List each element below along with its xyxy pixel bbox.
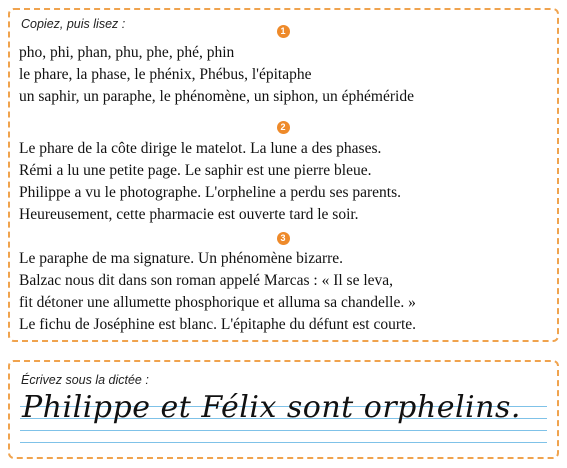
section-number-1: 1 [277, 25, 290, 38]
section-number-2: 2 [277, 121, 290, 134]
section-3-line: Le paraphe de ma signature. Un phénomène bizarre. [19, 250, 344, 267]
section-2-line: Heureusement, cette pharmacie est ouverte tard le soir. [19, 206, 359, 223]
dictation-box [8, 360, 559, 459]
dictation-instruction: Écrivez sous la dictée : [21, 373, 149, 387]
guide-line [20, 430, 547, 431]
section-3-line: fit détoner une allumette phosphorique et alluma sa chandelle. » [19, 294, 416, 311]
section-number-3: 3 [277, 232, 290, 245]
guide-line [20, 442, 547, 443]
section-1-line: un saphir, un paraphe, le phénomène, un siphon, un éphéméride [19, 88, 414, 105]
section-2-text [19, 138, 549, 226]
section-1-line: le phare, la phase, le phénix, Phébus, l'épitaphe [19, 66, 312, 83]
section-3-text [19, 248, 549, 336]
section-2-line: Rémi a lu une petite page. Le saphir est une pierre bleue. [19, 162, 372, 179]
section-3-line: Le fichu de Joséphine est blanc. L'épitaphe du défunt est courte. [19, 316, 417, 333]
exercise-box [8, 8, 559, 342]
copy-instruction: Copiez, puis lisez : [21, 17, 126, 31]
section-3-line: Balzac nous dit dans son roman appelé Marcas : « Il se leva, [19, 272, 394, 289]
section-2-line: Philippe a vu le photographe. L'orpheline a perdu ses parents. [19, 184, 402, 201]
handwritten-sentence: Philippe et Félix sont orphelins. [22, 390, 521, 425]
section-1-line: pho, phi, phan, phu, phe, phé, phin [19, 44, 235, 61]
section-1-text [19, 42, 549, 108]
section-2-line: Le phare de la côte dirige le matelot. La lune a des phases. [19, 140, 382, 157]
